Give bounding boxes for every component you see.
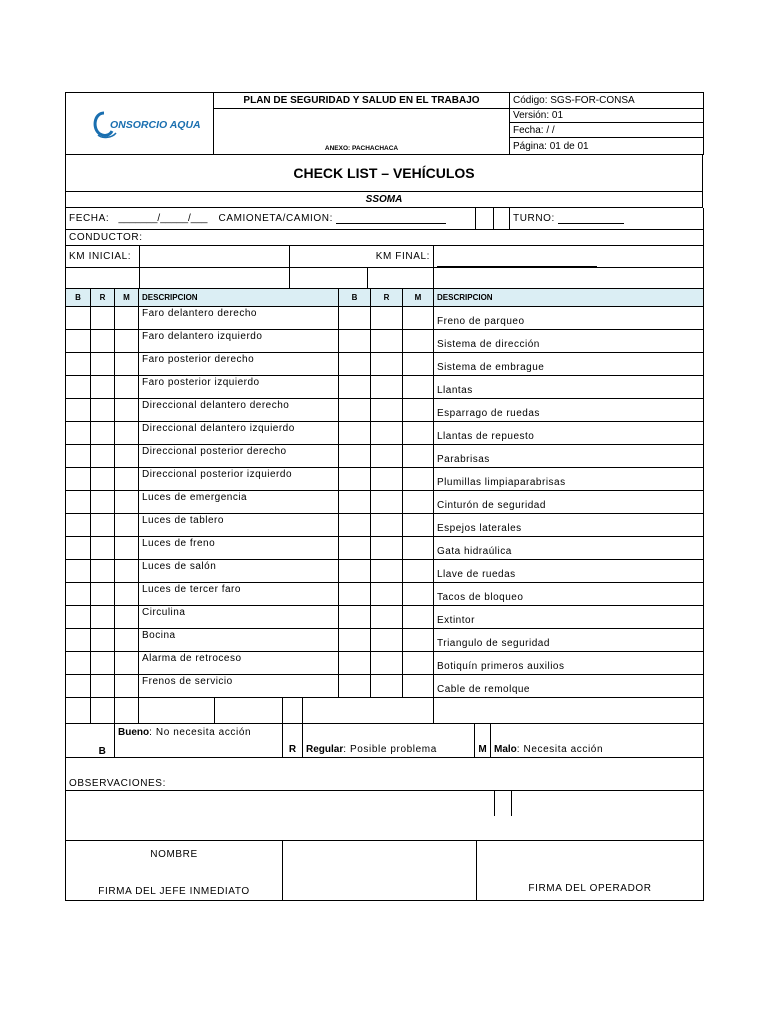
check-r-cell[interactable]: [371, 536, 403, 559]
item-description: Llantas de repuesto: [434, 421, 704, 444]
check-b-cell[interactable]: [339, 513, 371, 536]
check-b-cell[interactable]: [66, 582, 91, 605]
fecha-label: FECHA:: [66, 208, 116, 230]
firma-jefe-label: FIRMA DEL JEFE INMEDIATO: [98, 885, 250, 897]
logo-cell: [66, 93, 214, 155]
check-b-cell[interactable]: [66, 674, 91, 697]
fecha-blank[interactable]: _______/_____/___: [116, 208, 216, 230]
check-b-cell[interactable]: [66, 398, 91, 421]
check-r-cell[interactable]: [371, 490, 403, 513]
km-final-line[interactable]: [437, 266, 597, 267]
vehiculo-field[interactable]: [216, 208, 476, 230]
blank-cell: [476, 208, 494, 230]
blank-cell: [512, 790, 704, 816]
col-b-header: B: [66, 289, 91, 307]
check-r-cell[interactable]: [91, 306, 115, 329]
legend-m: [491, 724, 704, 758]
check-b-cell[interactable]: [339, 674, 371, 697]
check-m-cell[interactable]: [403, 306, 434, 329]
form-header: [65, 92, 704, 155]
check-r-cell[interactable]: [91, 490, 115, 513]
check-b-cell[interactable]: [339, 651, 371, 674]
check-r-cell[interactable]: [91, 605, 115, 628]
check-m-cell[interactable]: [115, 398, 139, 421]
subtitle: SSOMA: [66, 191, 703, 207]
check-m-cell[interactable]: [403, 490, 434, 513]
table-row: [66, 513, 704, 536]
jefe-signature-cell[interactable]: [66, 841, 283, 901]
check-b-cell[interactable]: [66, 421, 91, 444]
check-b-cell[interactable]: [66, 513, 91, 536]
check-r-cell[interactable]: [91, 398, 115, 421]
item-description: Luces de salón: [139, 559, 339, 582]
item-description: Bocina: [139, 628, 339, 651]
check-r-cell[interactable]: [371, 582, 403, 605]
col-m-header: M: [403, 289, 434, 307]
table-row: [66, 352, 704, 375]
check-b-cell[interactable]: [339, 306, 371, 329]
check-m-cell[interactable]: [115, 444, 139, 467]
item-description: Direccional posterior izquierdo: [139, 467, 339, 490]
item-description: Luces de tablero: [139, 513, 339, 536]
check-m-cell[interactable]: [115, 605, 139, 628]
legend-m-letter: M: [475, 724, 491, 758]
plan-title: PLAN DE SEGURIDAD Y SALUD EN EL TRABAJO: [214, 93, 510, 109]
check-m-cell[interactable]: [403, 513, 434, 536]
legend-r-term: Regular: [306, 744, 344, 755]
check-b-cell[interactable]: [66, 605, 91, 628]
col-descripcion-header: DESCRIPCION: [139, 289, 339, 307]
item-description: Direccional posterior derecho: [139, 444, 339, 467]
col-b-header: B: [339, 289, 371, 307]
check-r-cell[interactable]: [91, 329, 115, 352]
version: Versión: 01: [510, 109, 704, 123]
item-description: Faro delantero izquierdo: [139, 329, 339, 352]
col-r-header: R: [371, 289, 403, 307]
check-r-cell[interactable]: [371, 605, 403, 628]
item-description: Gata hidraúlica: [434, 536, 704, 559]
table-row: [66, 628, 704, 651]
title-block: [65, 155, 703, 208]
check-r-cell[interactable]: [91, 467, 115, 490]
check-m-cell[interactable]: [403, 651, 434, 674]
table-row: [66, 559, 704, 582]
table-row: [66, 398, 704, 421]
turno-field[interactable]: [510, 208, 704, 230]
check-m-cell[interactable]: [403, 375, 434, 398]
blank-cell: [290, 246, 368, 267]
check-r-cell[interactable]: [371, 651, 403, 674]
blank-cell: [115, 698, 139, 724]
legend-m-term: Malo: [494, 744, 517, 755]
check-b-cell[interactable]: [66, 536, 91, 559]
item-description: Cable de remolque: [434, 674, 704, 697]
blank-cell: [494, 208, 510, 230]
check-b-cell[interactable]: [339, 559, 371, 582]
check-b-cell[interactable]: [66, 559, 91, 582]
anexo: ANEXO: PACHACHACA: [214, 109, 510, 155]
check-r-cell[interactable]: [91, 352, 115, 375]
km-block: [65, 246, 704, 289]
check-r-cell[interactable]: [91, 674, 115, 697]
check-b-cell[interactable]: [66, 352, 91, 375]
table-row: [66, 490, 704, 513]
item-description: Sistema de dirección: [434, 329, 704, 352]
check-r-cell[interactable]: [91, 536, 115, 559]
check-b-cell[interactable]: [66, 329, 91, 352]
check-m-cell[interactable]: [403, 444, 434, 467]
blank-cell: [139, 698, 215, 724]
check-m-cell[interactable]: [115, 559, 139, 582]
item-description: Cinturón de seguridad: [434, 490, 704, 513]
check-b-cell[interactable]: [339, 444, 371, 467]
item-description: Circulina: [139, 605, 339, 628]
item-description: Faro posterior izquierdo: [139, 375, 339, 398]
legend-b-text: : No necesita acción: [149, 727, 252, 738]
item-description: Botiquín primeros auxilios: [434, 651, 704, 674]
item-description: Esparrago de ruedas: [434, 398, 704, 421]
check-r-cell[interactable]: [91, 559, 115, 582]
table-row: [66, 582, 704, 605]
check-b-cell[interactable]: [339, 329, 371, 352]
check-r-cell[interactable]: [91, 651, 115, 674]
pagina: Página: 01 de 01: [510, 138, 704, 155]
km-final-label: KM FINAL:: [368, 246, 434, 267]
check-r-cell[interactable]: [371, 421, 403, 444]
legend-r-letter: R: [283, 724, 303, 758]
check-b-cell[interactable]: [339, 421, 371, 444]
fields-block: [65, 208, 704, 247]
check-m-cell[interactable]: [403, 467, 434, 490]
table-row: [66, 536, 704, 559]
blank-cell: [477, 790, 495, 816]
item-description: Espejos laterales: [434, 513, 704, 536]
blank-cell: [283, 698, 303, 724]
spacer-row: [65, 698, 704, 725]
check-r-cell[interactable]: [371, 467, 403, 490]
legend-r: [303, 724, 475, 758]
check-m-cell[interactable]: [403, 352, 434, 375]
check-b-cell[interactable]: [66, 628, 91, 651]
check-m-cell[interactable]: [403, 628, 434, 651]
check-r-cell[interactable]: [91, 375, 115, 398]
observaciones-block: [65, 758, 704, 841]
check-r-cell[interactable]: [371, 329, 403, 352]
item-description: Tacos de bloqueo: [434, 582, 704, 605]
blank-cell: [66, 698, 91, 724]
check-r-cell[interactable]: [371, 375, 403, 398]
item-description: Alarma de retroceso: [139, 651, 339, 674]
item-description: Direccional delantero derecho: [139, 398, 339, 421]
check-b-cell[interactable]: [339, 352, 371, 375]
company-logo: [69, 94, 210, 154]
codigo: Código: SGS-FOR-CONSA: [510, 93, 704, 109]
check-b-cell[interactable]: [66, 467, 91, 490]
table-row: [66, 444, 704, 467]
check-m-cell[interactable]: [403, 559, 434, 582]
blank-cell: [140, 267, 290, 288]
item-description: Frenos de servicio: [139, 674, 339, 697]
observaciones-label: OBSERVACIONES:: [66, 758, 704, 790]
blank-cell: [434, 698, 704, 724]
km-inicial-label: KM INICIAL:: [66, 246, 140, 267]
item-description: Luces de tercer faro: [139, 582, 339, 605]
item-description: Parabrisas: [434, 444, 704, 467]
col-m-header: M: [115, 289, 139, 307]
check-b-cell[interactable]: [339, 467, 371, 490]
check-m-cell[interactable]: [115, 490, 139, 513]
check-r-cell[interactable]: [91, 421, 115, 444]
check-r-cell[interactable]: [371, 559, 403, 582]
turno-label: TURNO:: [513, 212, 555, 224]
check-b-cell[interactable]: [339, 490, 371, 513]
checklist-table: [65, 289, 704, 698]
check-m-cell[interactable]: [115, 467, 139, 490]
fecha-header: Fecha: / /: [510, 123, 704, 138]
check-m-cell[interactable]: [115, 352, 139, 375]
table-row: [66, 306, 704, 329]
km-inicial-value[interactable]: [140, 246, 290, 267]
company-logo-icon: [90, 107, 201, 141]
legend-b-letter: B: [91, 724, 115, 758]
check-m-cell[interactable]: [115, 536, 139, 559]
observaciones-area[interactable]: [66, 816, 704, 840]
item-description: Direccional delantero izquierdo: [139, 421, 339, 444]
check-b-cell[interactable]: [339, 536, 371, 559]
check-r-cell[interactable]: [371, 628, 403, 651]
check-r-cell[interactable]: [371, 444, 403, 467]
check-b-cell[interactable]: [66, 651, 91, 674]
check-b-cell[interactable]: [339, 375, 371, 398]
check-r-cell[interactable]: [91, 582, 115, 605]
table-row: [66, 605, 704, 628]
check-r-cell[interactable]: [371, 306, 403, 329]
column-headers: [66, 289, 704, 307]
table-row: [66, 467, 704, 490]
table-row: [66, 674, 704, 697]
check-m-cell[interactable]: [403, 536, 434, 559]
check-r-cell[interactable]: [371, 398, 403, 421]
check-m-cell[interactable]: [403, 329, 434, 352]
check-r-cell[interactable]: [371, 513, 403, 536]
legend-b-term: Bueno: [118, 727, 150, 738]
check-r-cell[interactable]: [91, 444, 115, 467]
item-description: Faro posterior derecho: [139, 352, 339, 375]
check-r-cell[interactable]: [91, 628, 115, 651]
col-r-header: R: [91, 289, 115, 307]
check-b-cell[interactable]: [66, 375, 91, 398]
legend-r-text: : Posible problema: [343, 744, 437, 755]
vehiculo-label: CAMIONETA/CAMION:: [218, 212, 333, 224]
checklist-form: [65, 92, 703, 901]
jefe-signature-space[interactable]: [283, 841, 477, 901]
check-m-cell[interactable]: [115, 375, 139, 398]
check-r-cell[interactable]: [371, 674, 403, 697]
observaciones-area[interactable]: [66, 790, 477, 816]
check-m-cell[interactable]: [403, 674, 434, 697]
check-m-cell[interactable]: [115, 513, 139, 536]
table-row: [66, 329, 704, 352]
check-b-cell[interactable]: [339, 628, 371, 651]
firma-operador-label[interactable]: FIRMA DEL OPERADOR: [477, 841, 704, 901]
check-m-cell[interactable]: [115, 329, 139, 352]
logo-text: ONSORCIO AQUA: [109, 118, 201, 131]
check-m-cell[interactable]: [115, 582, 139, 605]
check-b-cell[interactable]: [66, 444, 91, 467]
nombre-label: NOMBRE: [150, 848, 198, 860]
blank-cell: [303, 698, 434, 724]
check-b-cell[interactable]: [66, 306, 91, 329]
blank-cell: [434, 267, 704, 288]
legend-b: [115, 724, 283, 758]
check-b-cell[interactable]: [339, 605, 371, 628]
check-m-cell[interactable]: [403, 421, 434, 444]
col-descripcion-header: DESCRIPCION: [434, 289, 704, 307]
check-m-cell[interactable]: [115, 306, 139, 329]
item-description: Faro delantero derecho: [139, 306, 339, 329]
item-description: Freno de parqueo: [434, 306, 704, 329]
check-b-cell[interactable]: [66, 490, 91, 513]
check-r-cell[interactable]: [91, 513, 115, 536]
vehiculo-line[interactable]: [336, 223, 446, 224]
item-description: Plumillas limpiaparabrisas: [434, 467, 704, 490]
blank-cell: [368, 267, 434, 288]
item-description: Luces de emergencia: [139, 490, 339, 513]
check-m-cell[interactable]: [115, 651, 139, 674]
item-description: Llantas: [434, 375, 704, 398]
check-m-cell[interactable]: [115, 421, 139, 444]
check-b-cell[interactable]: [339, 398, 371, 421]
check-m-cell[interactable]: [115, 628, 139, 651]
blank-cell: [91, 698, 115, 724]
table-row: [66, 421, 704, 444]
item-description: Luces de freno: [139, 536, 339, 559]
legend: [65, 724, 704, 758]
conductor-label[interactable]: CONDUCTOR:: [66, 230, 704, 246]
check-m-cell[interactable]: [403, 398, 434, 421]
blank-cell: [290, 267, 368, 288]
item-description: Sistema de embrague: [434, 352, 704, 375]
km-final-value[interactable]: [434, 246, 704, 267]
page-title: CHECK LIST – VEHÍCULOS: [66, 155, 703, 191]
check-m-cell[interactable]: [403, 582, 434, 605]
blank-cell: [66, 267, 140, 288]
legend-m-text: : Necesita acción: [516, 744, 604, 755]
signature-block: [65, 841, 704, 902]
table-row: [66, 375, 704, 398]
check-b-cell[interactable]: [339, 582, 371, 605]
turno-line[interactable]: [558, 223, 624, 224]
item-description: Llave de ruedas: [434, 559, 704, 582]
blank-cell: [495, 790, 512, 816]
check-m-cell[interactable]: [403, 605, 434, 628]
check-m-cell[interactable]: [115, 674, 139, 697]
blank-cell: [215, 698, 283, 724]
item-description: Extintor: [434, 605, 704, 628]
check-r-cell[interactable]: [371, 352, 403, 375]
item-description: Triangulo de seguridad: [434, 628, 704, 651]
blank-cell: [66, 724, 91, 758]
table-row: [66, 651, 704, 674]
